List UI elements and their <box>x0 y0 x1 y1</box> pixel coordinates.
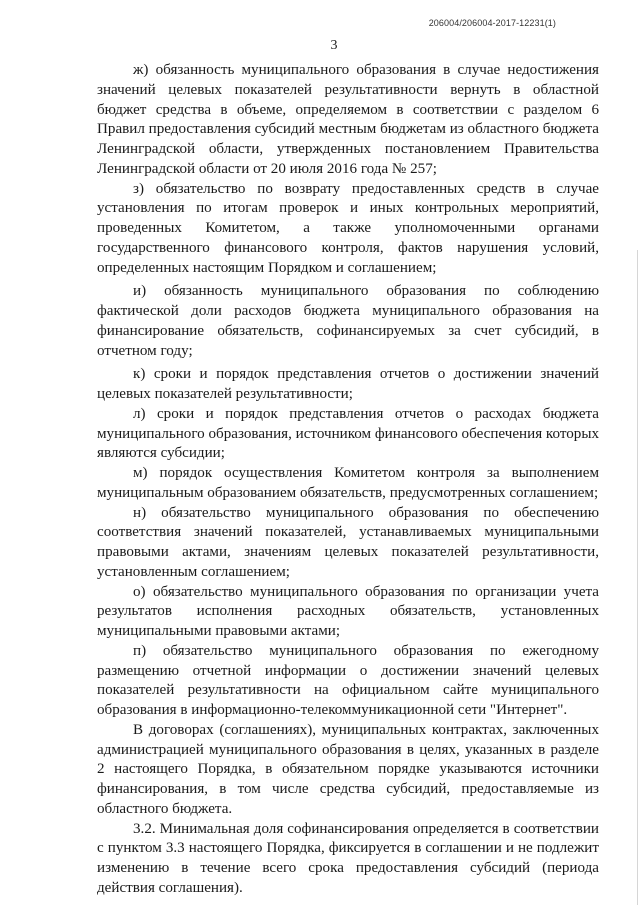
paragraph-contracts: В договорах (соглашениях), муниципальных контрактах, заключенных администрацией муниципального образования в целях, указанных в разделе 2 настоящего Порядка, в обязательном порядке указываются источники финансирования, в том числе средства субсидий, предоставляемые из областного бюджета. <box>97 721 599 817</box>
page-number: 3 <box>330 38 338 53</box>
paragraph-m: м) порядок осуществления Комитетом контроля за выполнением муниципальным образованием обязательств, предусмотренных соглашением; <box>97 465 599 501</box>
paragraph-3-2: 3.2. Минимальная доля софинансирования определяется в соответствии с пунктом 3.3 настоящего Порядка, фиксируется в соглашении и не подлежит изменению в течение всего срока предоставления субсидий (периода действия соглашения). <box>97 820 599 896</box>
paragraph-zh: ж) обязанность муниципального образования в случае недостижения значений целевых показателей результативности вернуть в областной бюджет средства в объеме, определяемом в соответствии с разделом 6 Правил предоставления субсидий местным бюджетам из областного бюджета Ленинградской области, утвержденных постановлением Правительства Ленинградской области от 20 июля 2016 года № 257; <box>97 62 599 177</box>
paragraph-p: п) обязательство муниципального образования по ежегодному размещению отчетной информации о достижении значений целевых показателей результативности на официальном сайте муниципального образования в информационно-телекоммуникационной сети "Интернет". <box>97 642 599 718</box>
scan-edge-line <box>637 250 638 905</box>
paragraph-i: и) обязанность муниципального образования по соблюдению фактической доли расходов бюджета муниципального образования на финансирование обязательств, софинансируемых за счет субсидий, в отчетном году; <box>97 283 599 359</box>
paragraph-k: к) сроки и порядок представления отчетов о достижении значений целевых показателей результативности; <box>97 366 599 402</box>
document-id: 206004/206004-2017-12231(1) <box>428 18 556 28</box>
paragraph-n: н) обязательство муниципального образования по обеспечению соответствия значений показателей, устанавливаемых муниципальными правовыми актами, значениям целевых показателей результативности, установленным соглашением; <box>97 504 599 580</box>
paragraph-z: з) обязательство по возврату предоставленных средств в случае установления по итогам проверок и иных контрольных мероприятий, проведенных Комитетом, а также уполномоченными органами государственного финансового контроля, фактов нарушения условий, определенных настоящим Порядком и соглашением; <box>97 180 599 276</box>
paragraph-l: л) сроки и порядок представления отчетов о расходах бюджета муниципального образования, источником финансового обеспечения которых являются субсидии; <box>97 405 600 462</box>
document-body <box>97 61 599 899</box>
paragraph-o: о) обязательство муниципального образования по организации учета результатов исполнения расходных обязательств, установленных муниципальными правовыми актами; <box>97 583 599 639</box>
